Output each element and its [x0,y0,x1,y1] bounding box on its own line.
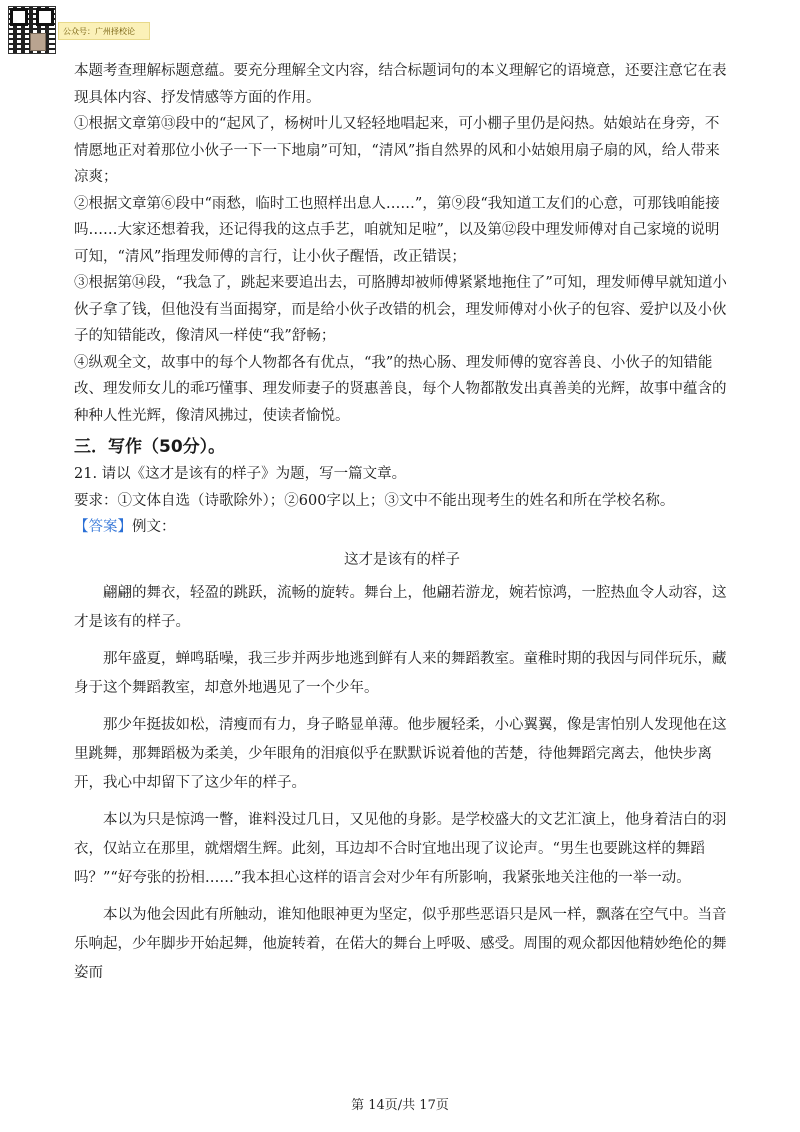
answer-suffix: 例文： [132,519,176,535]
answer-label: 【答案】 [74,519,132,535]
essay-paragraph: 本以为他会因此有所触动，谁知他眼神更为坚定，似乎那些恶语只是风一样，飘落在空气中。当音乐响起，少年脚步开始起舞，他旋转着，在偌大的舞台上呼吸、感受。周围的观众都因他精妙绝伦的舞姿而 [74,907,727,981]
page-content [74,58,730,996]
analysis-point: ②根据文章第⑥段中“雨愁，临时工也照样出息人……”，第⑨段“我知道工友们的心意，可那钱咱能接吗……大家还想着我，还记得我的这点手艺，咱就知足啦”，以及第⑫段中理发师傅对自己家境的说明可知，“清风”指理发师傅的言行，让小伙子醒悟，改正错误； [74,195,720,265]
analysis-point: ①根据文章第⑬段中的“起风了，杨树叶儿又轻轻地唱起来，可小棚子里仍是闷热。姑娘站在身旁，不情愿地正对着那位小伙子一下一下地扇”可知，“清风”指自然界的风和小姑娘用扇子扇的风，给人带来凉爽； [74,116,720,185]
analysis-intro: 本题考查理解标题意蕴。要充分理解全文内容，结合标题词句的本义理解它的语境意，还要注意它在表现具体内容、抒发情感等方面的作用。 [74,63,727,106]
avatar [30,33,46,51]
section-heading: 三．写作（50分）。 [74,437,226,457]
qr-code-icon [8,6,56,54]
requirements-text: 要求：①文体自选（诗歌除外）；②600字以上；③文中不能出现考生的姓名和所在学校名称。 [74,492,675,509]
answer-line [74,514,730,541]
essay-title: 这才是该有的样子 [344,551,460,568]
essay-paragraph: 本以为只是惊鸿一瞥，谁料没过几日，又见他的身影。是学校盛大的文艺汇演上，他身着洁白的羽衣，仅站立在那里，就熠熠生辉。此刻，耳边却不合时宜地出现了议论声。“男生也要跳这样的舞蹈吗？”“好夸张的扮相……”我本担心这样的语言会对少年有所影响，我紧张地关注他的一举一动。 [74,812,727,886]
page-number: 第 14页/共 17页 [351,1098,449,1113]
essay [74,547,730,989]
essay-paragraph: 那少年挺拔如松，清瘦而有力，身子略显单薄。他步履轻柔，小心翼翼，像是害怕别人发现他在这里跳舞，那舞蹈极为柔美，少年眼角的泪痕似乎在默默诉说着他的苦楚，待他舞蹈完离去，他快步离开，我心中却留下了这少年的样子。 [74,717,727,791]
analysis-point: ③根据第⑭段，“我急了，跳起来要追出去，可胳膊却被师傅紧紧地拖住了”可知，理发师傅早就知道小伙子拿了钱，但他没有当面揭穿，而是给小伙子改错的机会，理发师傅对小伙子的包容、爱护以及小伙子的知错能改，像清风一样使“我”舒畅； [74,275,727,344]
question-text: 21. 请以《这才是该有的样子》为题，写一篇文章。 [74,466,407,482]
essay-paragraph: 那年盛夏，蝉鸣聒噪，我三步并两步地逃到鲜有人来的舞蹈教室。童稚时期的我因与同伴玩乐，藏身于这个舞蹈教室，却意外地遇见了一个少年。 [74,651,727,696]
essay-paragraph: 翩翩的舞衣，轻盈的跳跃，流畅的旋转。舞台上，他翩若游龙，婉若惊鸿，一腔热血令人动容，这才是该有的样子。 [74,585,727,630]
header-tag: 公众号：广州择校论 [58,22,150,40]
analysis-point: ④纵观全文，故事中的每个人物都各有优点，“我”的热心肠、理发师傅的宽容善良、小伙子的知错能改、理发师女儿的乖巧懂事、理发师妻子的贤惠善良，每个人物都散发出真善美的光辉，故事中蕴含的种种人性光辉，像清风拂过，使读者愉悦。 [74,354,727,424]
